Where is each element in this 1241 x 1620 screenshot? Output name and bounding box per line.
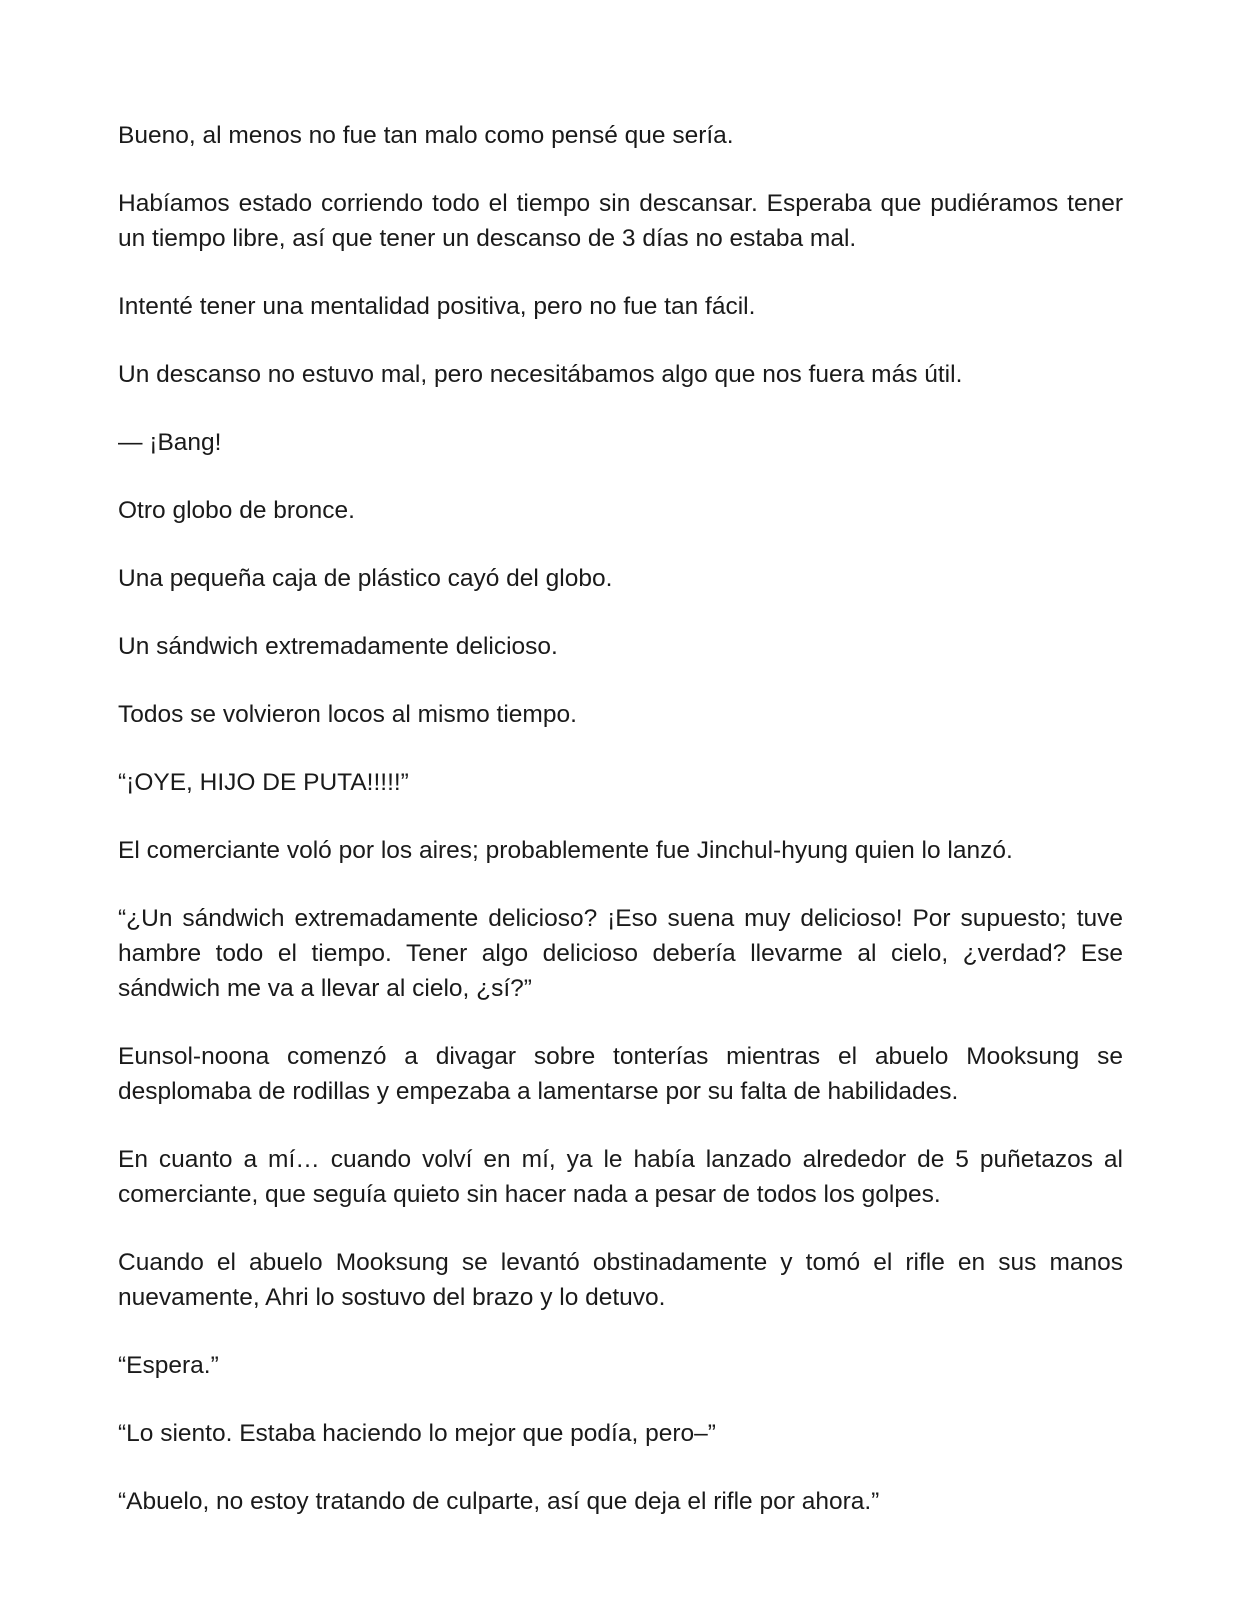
paragraph: Eunsol-noona comenzó a divagar sobre tonterías mientras el abuelo Mooksung se desplomaba de rodillas y empezaba a lamentarse por su falta de habilidades. (118, 1043, 1123, 1105)
paragraph: El comerciante voló por los aires; probablemente fue Jinchul-hyung quien lo lanzó. (118, 837, 1013, 864)
paragraph: “Espera.” (118, 1352, 219, 1379)
paragraph: “Lo siento. Estaba haciendo lo mejor que podía, pero–” (118, 1420, 716, 1447)
paragraph: Una pequeña caja de plástico cayó del globo. (118, 565, 613, 592)
paragraph: Cuando el abuelo Mooksung se levantó obstinadamente y tomó el rifle en sus manos nuevamente, Ahri lo sostuvo del brazo y lo detuvo. (118, 1249, 1123, 1311)
paragraph: Bueno, al menos no fue tan malo como pensé que sería. (118, 122, 734, 149)
paragraph: “Abuelo, no estoy tratando de culparte, así que deja el rifle por ahora.” (118, 1488, 880, 1515)
paragraph: Intenté tener una mentalidad positiva, pero no fue tan fácil. (118, 293, 756, 320)
paragraph: — ¡Bang! (118, 429, 222, 456)
paragraph: Un descanso no estuvo mal, pero necesitábamos algo que nos fuera más útil. (118, 361, 963, 388)
paragraph: Otro globo de bronce. (118, 497, 355, 524)
paragraph: “¿Un sándwich extremadamente delicioso? ¡Eso suena muy delicioso! Por supuesto; tuve hambre todo el tiempo. Tener algo delicioso debería llevarme al cielo, ¿verdad? Ese sándwich me va a llevar al cielo, ¿sí?” (118, 905, 1123, 1002)
paragraph: En cuanto a mí… cuando volví en mí, ya le había lanzado alrededor de 5 puñetazos al comerciante, que seguía quieto sin hacer nada a pesar de todos los golpes. (118, 1146, 1123, 1208)
document-page (118, 118, 1123, 1552)
paragraph: “¡OYE, HIJO DE PUTA!!!!!” (118, 769, 409, 796)
paragraph: Todos se volvieron locos al mismo tiempo. (118, 701, 577, 728)
paragraph: Un sándwich extremadamente delicioso. (118, 633, 558, 660)
paragraph: Habíamos estado corriendo todo el tiempo sin descansar. Esperaba que pudiéramos tener un tiempo libre, así que tener un descanso de 3 días no estaba mal. (118, 190, 1123, 252)
